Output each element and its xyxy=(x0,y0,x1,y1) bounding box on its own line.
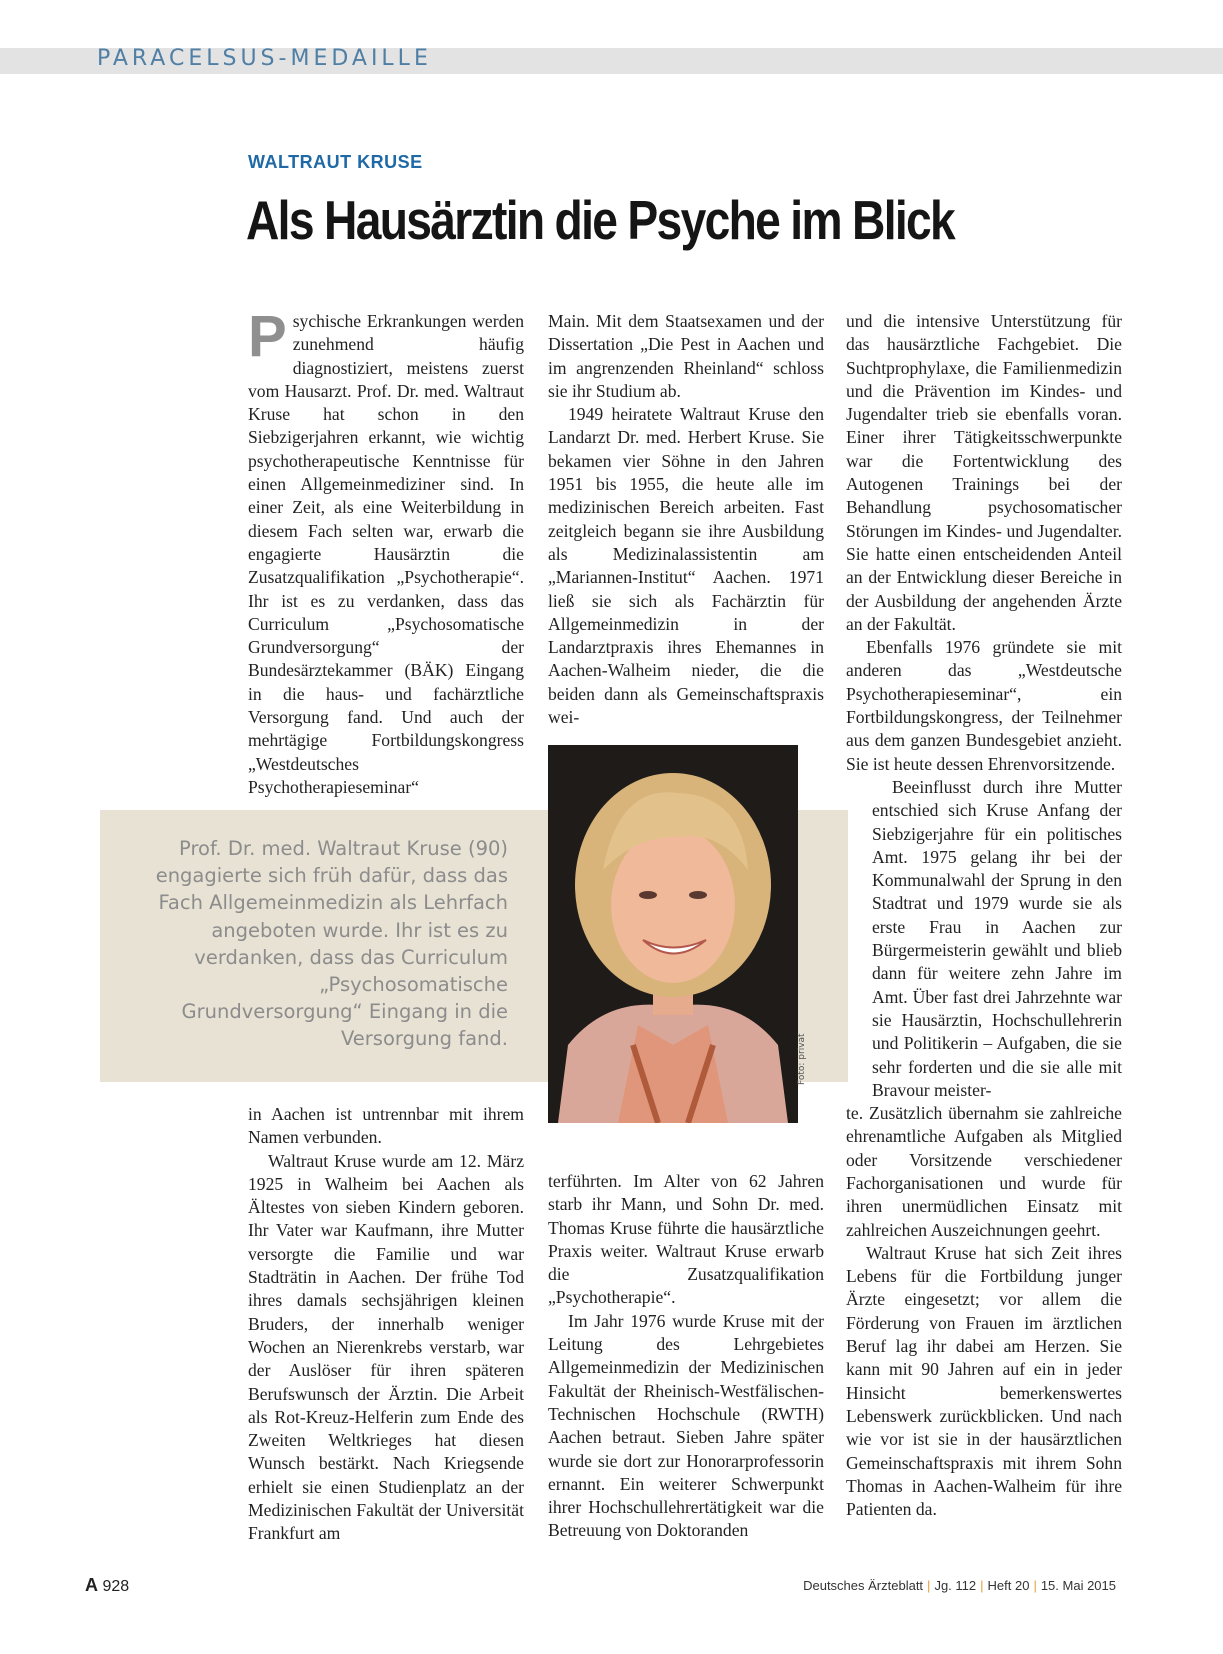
page-number-value: 928 xyxy=(102,1578,130,1595)
volume: Jg. 112 xyxy=(934,1578,977,1593)
paragraph: Ebenfalls 1976 gründete sie mit anderen das „Westdeutsche Psychotherapieseminar“, ein Fortbildungskongress, der Teilnehmer aus dem ganzen Bundesgebiet anzieht. Sie ist heute dessen Ehrenvorsitzende. xyxy=(846,637,1122,774)
section-label: PARACELSUS-MEDAILLE xyxy=(97,46,432,71)
article-kicker: WALTRAUT KRUSE xyxy=(248,152,423,172)
column-1-top xyxy=(248,304,524,799)
column-2-bottom xyxy=(548,1170,824,1543)
intro-paragraph: sychische Erkrankungen werden zunehmend häufig diagnostiziert, meistens zuerst vom Hausarzt. Prof. Dr. med. Waltraut Kruse hat schon in den Siebzigerjahren erkannt, wie wichtig psychotherapeutische Kenntnisse für einen Allgemeinmediziner sind. In einer Zeit, als eine Weiterbildung in diesem Fach selten war, erwarb die engagierte Hausärztin die Zusatzqualifikation „Psychotherapie“. Ihr ist es zu verdanken, dass das Curriculum „Psychosomatische Grundversorgung“ der Bundesärztekammer (BÄK) Eingang in die haus- und fachärztliche Versorgung fand. Und auch der mehrtägige Fortbildungskongress „Westdeutsches Psychotherapieseminar“ xyxy=(248,311,524,797)
issue: Heft 20 xyxy=(987,1578,1030,1593)
paragraph: Waltraut Kruse hat sich Zeit ihres Lebens für die Fortbildung junger Ärzte eingesetzt; vor allem die Förderung von Frauen im ärztlichen Beruf lag ihr dabei am Herzen. Sie kann mit 90 Jahren auf ein in jeder Hinsicht bemerkenswertes Lebenswerk zurückblicken. Und nach wie vor ist sie in der hausärztlichen Gemeinschaftspraxis mit ihrem Sohn Thomas in Aachen-Walheim für ihre Patienten da. xyxy=(846,1242,1122,1520)
portrait-illustration xyxy=(548,745,798,1123)
paragraph: 1949 heiratete Waltraut Kruse den Landarzt Dr. med. Herbert Kruse. Sie bekamen vier Söhne in den Jahren 1951 bis 1955, die heute alle im medizinischen Bereich arbeiten. Fast zeitgleich begann sie ihre Ausbildung als Medizinalassistentin am „Mariannen-Institut“ Aachen. 1971 ließ sie sich als Fachärztin für Allgemeinmedizin in der Landarztpraxis ihres Ehemannes in Aachen-Walheim nieder, die die beiden dann als Gemeinschaftspraxis wei- xyxy=(548,404,824,728)
paragraph: te. Zusätzlich übernahm sie zahlreiche ehrenamtliche Aufgaben als Mitglied oder Vorsitzende verschiedener Fachorganisationen und wurde für ihren unermüdlichen Einsatz mit zahlreichen Auszeichnungen geehrt. xyxy=(846,1103,1122,1240)
paragraph: Im Jahr 1976 wurde Kruse mit der Leitung des Lehrgebietes Allgemeinmedizin der Medizinischen Fakultät der Rheinisch-Westfälischen-Technischen Hochschule (RWTH) Aachen betraut. Sieben Jahre später wurde sie dort zur Honorarprofessorin ernannt. Ein weiterer Schwerpunkt ihrer Hochschullehrertätigkeit war die Betreuung von Doktoranden xyxy=(548,1310,824,1541)
column-2-top xyxy=(548,310,824,729)
date: 15. Mai 2015 xyxy=(1040,1578,1116,1593)
pullquote: Prof. Dr. med. Waltraut Kruse (90) engagierte sich früh dafür, dass das Fach Allgemeinmedizin als Lehrfach angeboten wurde. Ihr ist es zu verdanken, dass das Curriculum „Psychosomatische Grundversorgung“ Eingang in die Versorgung fand. xyxy=(155,837,508,1051)
paragraph-indented: Beeinflusst durch ihre Mutter entschied sich Kruse Anfang der Siebzigerjahre für ein politisches Amt. 1975 gelang ihr bei der Kommunalwahl der Sprung in den Stadtrat und 1979 wurde sie als erste Frau in Aachen zur Bürgermeisterin gewählt und blieb dann für weitere zehn Jahre im Amt. Über fast drei Jahrzehnte war sie Hausärztin, Hochschullehrerin und Politikerin – Aufgaben, die sie sehr forderten und die sie alle mit Bravour meister- xyxy=(872,776,1122,1100)
journal-name: Deutsches Ärzteblatt xyxy=(803,1578,924,1593)
paragraph: Main. Mit dem Staatsexamen und der Dissertation „Die Pest in Aachen und im angrenzenden Rheinland“ schloss sie ihr Studium ab. xyxy=(548,311,824,401)
paragraph: terführten. Im Alter von 62 Jahren starb ihr Mann, und Sohn Dr. med. Thomas Kruse führte die hausärztliche Praxis weiter. Waltraut Kruse erwarb die Zusatzqualifikation „Psychotherapie“. xyxy=(548,1171,824,1308)
page-number xyxy=(85,1575,129,1596)
footer-citation: Deutsches Ärzteblatt | Jg. 112 | Heft 20 | 15. Mai 2015 xyxy=(803,1578,1116,1593)
photo-credit: Foto: privat xyxy=(797,1033,807,1085)
paragraph: Waltraut Kruse wurde am 12. März 1925 in Walheim bei Aachen als Ältestes von sieben Kindern geboren. Ihr Vater war Kaufmann, ihre Mutter versorgte die Familie und war Stadträtin in Aachen. Der frühe Tod ihres damals sechsjährigen kleinen Bruders, der innerhalb weniger Wochen an Nierenkrebs verstarb, war der Auslöser für ihren späteren Berufswunsch der Ärztin. Die Arbeit als Rot-Kreuz-Helferin zum Ende des Zweiten Weltkrieges hat diesen Wunsch bestärkt. Nach Kriegsende erhielt sie einen Studienplatz an der Medizinischen Fakultät der Universität Frankfurt am xyxy=(248,1150,524,1544)
paragraph: in Aachen ist untrennbar mit ihrem Namen verbunden. xyxy=(248,1104,524,1148)
portrait-photo xyxy=(548,745,798,1123)
column-1-bottom xyxy=(248,1103,524,1546)
drop-cap: P xyxy=(248,304,287,369)
page-prefix: A xyxy=(85,1575,98,1595)
article-headline: Als Hausärztin die Psyche im Blick xyxy=(246,189,955,251)
paragraph: und die intensive Unterstützung für das hausärztliche Fachgebiet. Die Suchtprophylaxe, die Familienmedizin und die Prävention im Kindes- und Jugendalter trieb sie ebenfalls voran. Einer ihrer Tätigkeitsschwerpunkte war die Fortentwicklung des Autogenen Trainings bei der Behandlung psychosomatischer Störungen im Kindes- und Jugendalter. Sie hatte einen entscheidenden Anteil an der Entwicklung dieser Bereiche in der Ausbildung der angehenden Ärzte an der Fakultät. xyxy=(846,311,1122,634)
column-3 xyxy=(846,310,1122,1521)
